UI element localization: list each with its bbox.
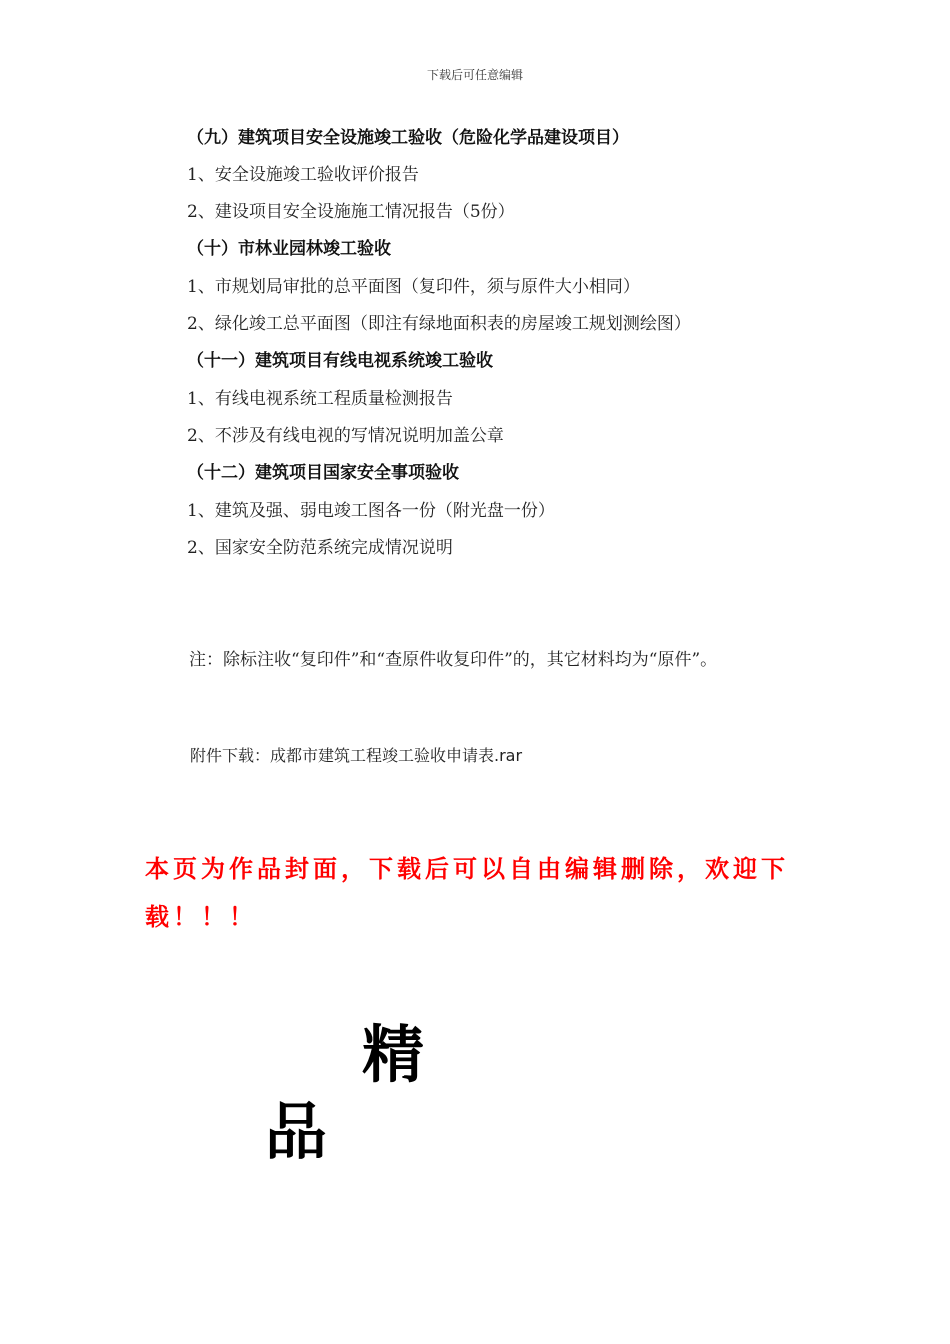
- section-heading-12: （十二）建筑项目国家安全事项验收: [187, 463, 459, 483]
- list-item: 1、建筑及强、弱电竣工图各一份（附光盘一份）: [187, 501, 555, 521]
- cover-char-pin: 品: [265, 1095, 328, 1168]
- list-item: 2、国家安全防范系统完成情况说明: [187, 538, 453, 558]
- list-item: 2、不涉及有线电视的写情况说明加盖公章: [187, 426, 504, 446]
- section-heading-9: （九）建筑项目安全设施竣工验收（危险化学品建设项目）: [187, 128, 629, 148]
- list-item: 1、市规划局审批的总平面图（复印件，须与原件大小相同）: [187, 277, 640, 297]
- section-heading-10: （十）市林业园林竣工验收: [187, 239, 391, 259]
- note-paragraph: 注：除标注收“复印件”和“查原件收复印件”的，其它材料均为“原件”。: [189, 650, 718, 670]
- page-header: 下载后可任意编辑: [426, 68, 523, 82]
- promo-text: 本页为作品封面，下载后可以自由编辑删除，欢迎下载！！！: [145, 855, 789, 931]
- cover-char-jing: 精: [362, 1018, 425, 1091]
- list-item: 1、有线电视系统工程质量检测报告: [187, 389, 453, 409]
- list-item: 2、绿化竣工总平面图（即注有绿地面积表的房屋竣工规划测绘图）: [187, 314, 691, 334]
- attachment-download-text: 附件下载：成都市建筑工程竣工验收申请表.rar: [190, 746, 523, 765]
- list-item: 2、建设项目安全设施施工情况报告（5份）: [187, 202, 515, 222]
- section-heading-11: （十一）建筑项目有线电视系统竣工验收: [187, 351, 493, 371]
- list-item: 1、安全设施竣工验收评价报告: [187, 165, 419, 185]
